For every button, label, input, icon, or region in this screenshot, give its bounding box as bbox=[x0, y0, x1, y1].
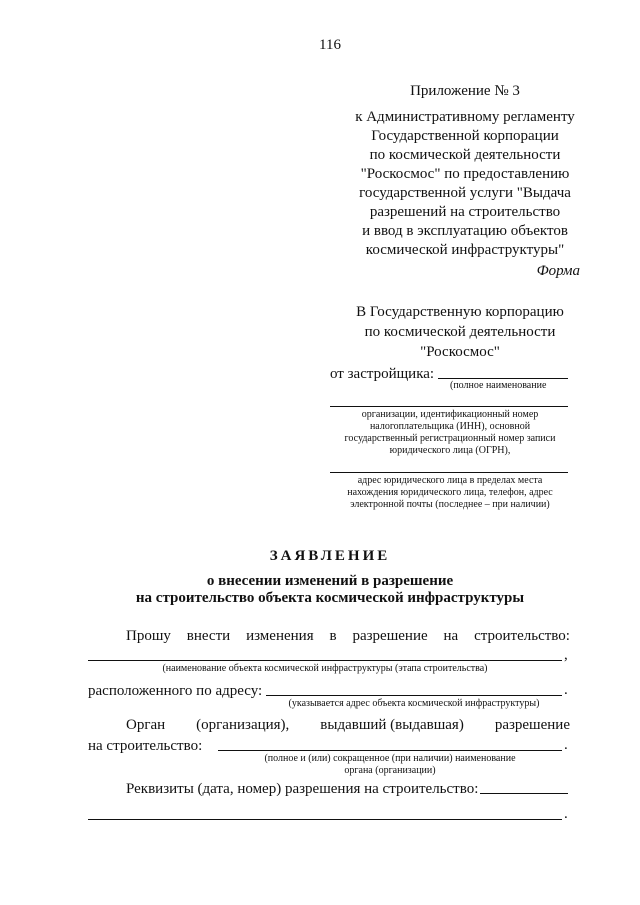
organ-word: выдавший (выдавшая) bbox=[320, 717, 464, 733]
appendix-line: по космической деятельности bbox=[369, 147, 561, 163]
object-address-field-line[interactable] bbox=[266, 695, 562, 696]
construction-label: на строительство: bbox=[88, 738, 203, 754]
request-word: строительство: bbox=[474, 628, 570, 644]
organ-word: разрешение bbox=[494, 717, 570, 733]
address-hint-block bbox=[320, 475, 580, 511]
statement-subtitle: о внесении изменений в разрешение bbox=[206, 573, 454, 589]
addressee-line: В Государственную корпорацию bbox=[356, 304, 564, 320]
address-hint-line: нахождения юридического лица, телефон, адрес bbox=[347, 487, 553, 498]
requisites-period: . bbox=[564, 806, 568, 822]
appendix-block bbox=[320, 108, 610, 260]
organ-hint-block bbox=[218, 753, 562, 777]
statement-subtitle: на строительство объекта космической инфраструктуры bbox=[135, 590, 525, 606]
request-word: на bbox=[443, 628, 459, 644]
requisites-field-line-2[interactable] bbox=[88, 819, 562, 820]
organ-field-line[interactable] bbox=[218, 750, 562, 751]
appendix-line: космической инфраструктуры" bbox=[365, 242, 565, 258]
page-number: 116 bbox=[319, 37, 341, 53]
organ-line bbox=[126, 717, 570, 734]
from-hint: (полное наименование bbox=[450, 380, 547, 391]
address-label: расположенного по адресу: bbox=[88, 683, 263, 699]
object-comma: , bbox=[564, 647, 568, 663]
address-period: . bbox=[564, 682, 568, 698]
requisites-field-line[interactable] bbox=[480, 793, 568, 794]
appendix-line: Государственной корпорации bbox=[371, 128, 559, 144]
address-field-line[interactable] bbox=[330, 472, 568, 473]
request-word: разрешение bbox=[352, 628, 428, 644]
request-word: внести bbox=[186, 628, 231, 644]
addressee-line: по космической деятельности bbox=[364, 324, 556, 340]
org-hint-line: налогоплательщика (ИНН), основной bbox=[369, 421, 531, 432]
from-field-line[interactable] bbox=[438, 378, 568, 379]
org-hint-line: организации, идентификационный номер bbox=[361, 409, 539, 420]
appendix-line: и ввод в эксплуатацию объектов bbox=[362, 223, 568, 239]
addressee-block bbox=[320, 302, 600, 362]
appendix-line: "Роскосмос" по предоставлению bbox=[360, 166, 570, 182]
appendix-line: к Административному регламенту bbox=[355, 109, 575, 125]
statement-title: ЗАЯВЛЕНИЕ bbox=[269, 548, 391, 564]
appendix-line: разрешений на строительство bbox=[369, 204, 561, 220]
request-word: изменения bbox=[246, 628, 314, 644]
from-label: от застройщика: bbox=[330, 366, 435, 382]
addressee-line: "Роскосмос" bbox=[420, 344, 500, 360]
organ-word: Орган bbox=[126, 717, 166, 733]
requisites-label: Реквизиты (дата, номер) разрешения на строительство: bbox=[126, 781, 479, 797]
appendix-title: Приложение № 3 bbox=[410, 83, 520, 99]
object-field-line[interactable] bbox=[88, 660, 562, 661]
request-line bbox=[126, 628, 570, 645]
org-field-line[interactable] bbox=[330, 406, 568, 407]
organ-hint-line: (полное и (или) сокращенное (при наличии) наименование bbox=[264, 753, 516, 764]
organ-hint-line: органа (организации) bbox=[344, 765, 436, 776]
org-hint-block bbox=[320, 409, 580, 457]
address-hint: (указывается адрес объекта космической инфраструктуры) bbox=[288, 698, 540, 709]
appendix-line: государственной услуги "Выдача bbox=[359, 185, 571, 201]
address-hint-line: электронной почты (последнее – при наличии) bbox=[350, 499, 550, 510]
request-word: в bbox=[329, 628, 337, 644]
organ-word: (организация), bbox=[196, 717, 290, 733]
org-hint-line: юридического лица (ОГРН), bbox=[389, 445, 511, 456]
form-label: Форма bbox=[536, 263, 580, 279]
organ-period: . bbox=[564, 737, 568, 753]
object-hint: (наименование объекта космической инфраструктуры (этапа строительства) bbox=[162, 663, 488, 674]
request-word: Прошу bbox=[126, 628, 171, 644]
address-hint-line: адрес юридического лица в пределах места bbox=[357, 475, 543, 486]
org-hint-line: государственный регистрационный номер записи bbox=[344, 433, 556, 444]
